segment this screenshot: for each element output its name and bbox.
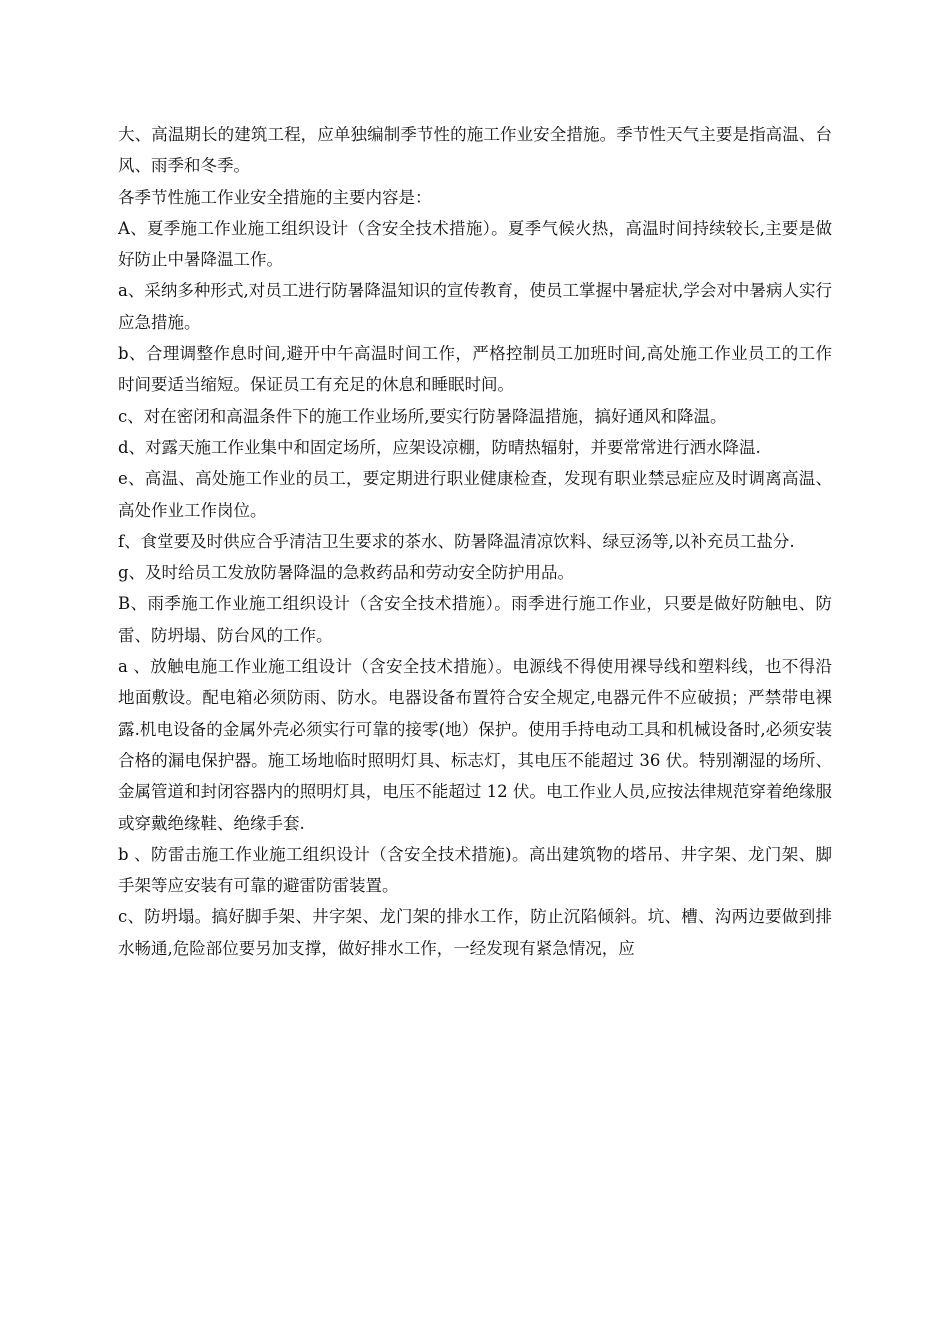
paragraph-summer-a: a、采纳多种形式,对员工进行防暑降温知识的宣传教育，使员工掌握中暑症状,学会对中暑病人实行应急措施。 [118,281,832,332]
paragraph-seasonal-intro: 大、高温期长的建筑工程，应单独编制季节性的施工作业安全措施。季节性天气主要是指高温、台风、雨季和冬季。 [118,125,832,176]
paragraph-summer-c: c、对在密闭和高温条件下的施工作业场所,要实行防暑降温措施，搞好通风和降温。 [118,406,727,426]
paragraph-rainy-a: a 、放触电施工作业施工组设计（含安全技术措施）。电源线不得使用裸导线和塑料线，也不得沿地面敷设。配电箱必须防雨、防水。电器设备布置符合安全规定,电器元件不应破损；严禁带电裸露.机电设备的金属外壳必须实行可靠的接零(地）保护。使用手持电动工具和机械设备时,必须安装合格的漏电保护器。施工场地临时照明灯具、标志灯，其电压不能超过 36 伏。特别潮湿的场所、金属管道和封闭容器内的照明灯具，电压不能超过 12 伏。电工作业人员,应按法律规范穿着绝缘服或穿戴绝缘鞋、绝缘手套. [118,657,832,833]
document-body [118,119,832,964]
paragraph-rainy-c: c、防坍塌。搞好脚手架、井字架、龙门架的排水工作，防止沉陷倾斜。坑、槽、沟两边要做到排水畅通,危险部位要另加支撑，做好排水工作，一经发现有紧急情况，应 [118,907,832,958]
paragraph-rainy-heading: B、雨季施工作业施工组织设计（含安全技术措施）。雨季进行施工作业，只要是做好防触电、防雷、防坍塌、防台风的工作。 [118,594,832,645]
paragraph-main-content-heading: 各季节性施工作业安全措施的主要内容是： [118,187,432,207]
paragraph-summer-f: f、食堂要及时供应合乎清洁卫生要求的茶水、防暑降温清凉饮料、绿豆汤等,以补充员工盐分. [118,531,795,551]
paragraph-summer-e: e、高温、高处施工作业的员工，要定期进行职业健康检查，发现有职业禁忌症应及时调离高温、高处作业工作岗位。 [118,469,832,520]
paragraph-summer-g: g、及时给员工发放防暑降温的急救药品和劳动安全防护用品。 [118,563,575,583]
paragraph-summer-d: d、对露天施工作业集中和固定场所，应架设凉棚，防晴热辐射，并要常常进行洒水降温. [118,437,761,457]
paragraph-rainy-b: b 、防雷击施工作业施工组织设计（含安全技术措施)。高出建筑物的塔吊、井字架、龙门架、脚手架等应安装有可靠的避雷防雷装置。 [118,844,832,896]
paragraph-summer-b: b、合理调整作息时间,避开中午高温时间工作，严格控制员工加班时间,高处施工作业员工的工作时间要适当缩短。保证员工有充足的休息和睡眠时间。 [118,344,832,395]
paragraph-summer-heading: A、夏季施工作业施工组织设计（含安全技术措施）。夏季气候火热，高温时间持续较长,主要是做好防止中暑降温工作。 [118,218,832,270]
